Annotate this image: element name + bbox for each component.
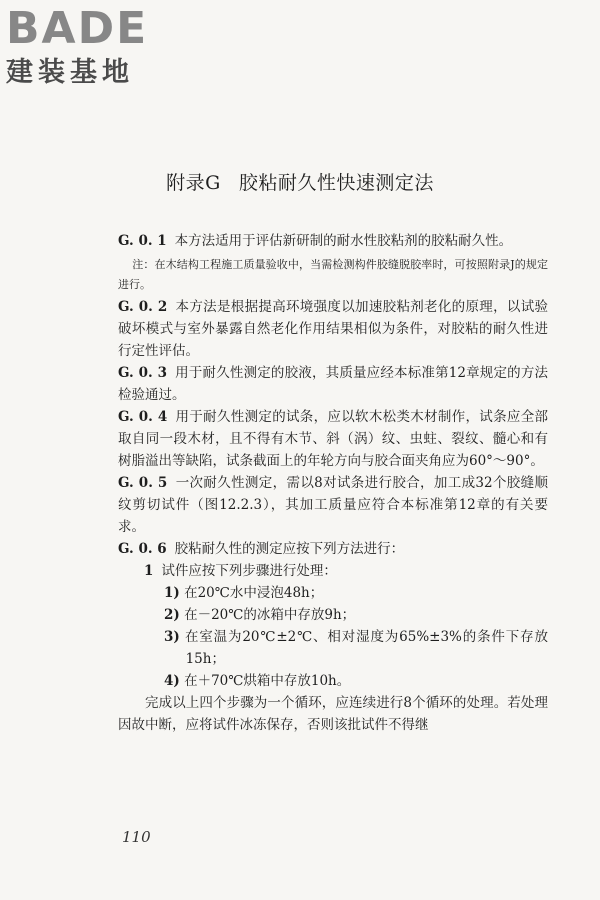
logo [6,4,176,90]
clause-number: G. 0. 3 [118,365,167,381]
clause-number: G. 0. 2 [118,299,168,315]
clause-number: G. 0. 4 [118,409,168,425]
step-marker: 1) [164,585,180,601]
appendix-name: 胶粘耐久性快速测定法 [238,172,434,194]
step-text: 在＋70℃烘箱中存放10h。 [184,673,351,689]
procedure-step-3 [118,626,548,670]
cycle-description: 完成以上四个步骤为一个循环，应连续进行8个循环的处理。若处理因故中断，应将试件冰冻保存，否则该批试件不得继 [118,695,548,733]
step-marker: 3) [164,629,180,645]
step-marker: 4) [164,673,180,689]
clause-text: 本方法适用于评估新研制的耐水性胶粘剂的胶粘耐久性。 [174,233,513,249]
clause-g05 [118,472,548,538]
clause-text: 一次耐久性测定，需以8对试条进行胶合，加工成32个胶缝顺纹剪切试件（图12.2.3），其加工质量应符合本标准第12章的有关要求。 [118,475,548,535]
logo-subtitle: 建装基地 [6,57,134,88]
clause-text: 胶粘耐久性的测定应按下列方法进行： [174,541,405,557]
step-text: 在20℃水中浸泡48h； [184,585,324,601]
clause-text: 用于耐久性测定的胶液，其质量应经本标准第12章规定的方法检验通过。 [118,365,548,403]
procedure-step-2 [118,604,548,626]
clause-text: 本方法是根据提高环境强度以加速胶粘剂老化的原理，以试验破坏模式与室外暴露自然老化作用结果相似为条件，对胶粘的耐久性进行定性评估。 [118,299,548,359]
step-text: 在－20℃的冰箱中存放9h； [184,607,356,623]
appendix-label: 附录G [166,172,221,194]
clause-g02 [118,296,548,362]
procedure-step-1 [118,582,548,604]
clause-g01 [118,230,548,252]
clause-text: 用于耐久性测定的试条，应以软木松类木材制作，试条应全部取自同一段木材，且不得有木节、斜（涡）纹、虫蛀、裂纹、髓心和有树脂溢出等缺陷，试条截面上的年轮方向与胶合面夹角应为60°～90°。 [118,409,548,469]
clause-g03 [118,362,548,406]
page-number: 110 [122,828,151,846]
logo-word: BADE [6,3,149,54]
procedure-step-4 [118,670,548,692]
item-text: 试件应按下列步骤进行处理： [161,563,337,579]
procedure-item-1 [118,560,548,582]
document-body [118,230,548,736]
item-marker: 1 [144,563,154,579]
clause-g06 [118,538,548,560]
clause-number: G. 0. 6 [118,541,167,557]
step-text: 在室温为20℃±2℃、相对湿度为65%±3%的条件下存放15h； [184,629,548,667]
clause-g04 [118,406,548,472]
clause-note: 注：在木结构工程施工质量验收中，当需检测构件胶缝脱胶率时，可按照附录J的规定进行。 [118,258,548,291]
appendix-title [0,168,600,195]
clause-number: G. 0. 1 [118,233,167,249]
clause-number: G. 0. 5 [118,475,168,491]
step-marker: 2) [164,607,180,623]
